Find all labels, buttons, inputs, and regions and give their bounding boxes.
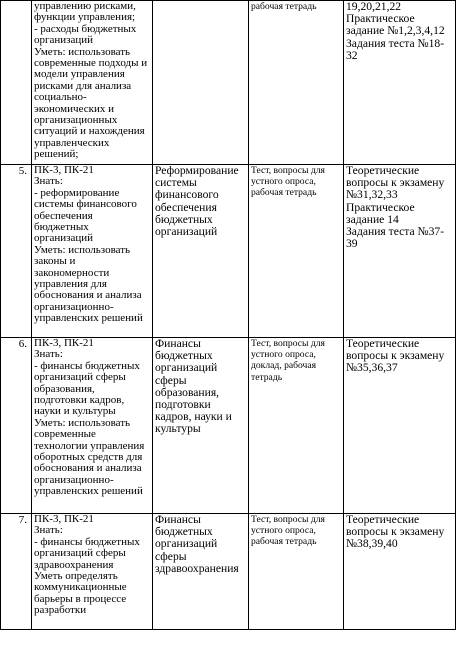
cell-text-line: современные подходы и bbox=[34, 57, 148, 70]
cell-text-line: обеспечения bbox=[34, 209, 93, 222]
cell-text-line: образования, bbox=[34, 382, 95, 395]
assessment-forms-cell bbox=[249, 514, 344, 630]
cell-text-line: устного опроса, bbox=[251, 525, 316, 537]
cell-text-line: финансового bbox=[155, 188, 219, 202]
cell-text-line: №35,36,37 bbox=[346, 361, 398, 375]
cell-text-line: бюджетных bbox=[155, 212, 213, 226]
cell-text-line: сферы bbox=[155, 373, 187, 387]
cell-text-line: Уметь: использовать bbox=[34, 243, 131, 256]
cell-text-line: 19,20,21,22 bbox=[346, 0, 402, 13]
cell-text-line: Знать: bbox=[34, 175, 63, 188]
cell-text-line: управленских решений bbox=[34, 312, 143, 325]
cell-text-line: науки и культуры bbox=[34, 405, 116, 418]
cell-text-line: барьеры в процессе bbox=[34, 592, 127, 605]
cell-text-line: управленческих bbox=[34, 136, 110, 149]
cell-text-line: ситуаций и нахождения bbox=[34, 125, 145, 138]
cell-text-line: экономических и bbox=[34, 102, 114, 115]
tasks-cell bbox=[344, 514, 456, 630]
cell-text-line: Практическое bbox=[346, 12, 415, 26]
cell-text-line: ПК-3, ПК-21 bbox=[34, 164, 94, 176]
cell-text-line: обеспечения bbox=[155, 200, 217, 214]
cell-text-line: задание 14 bbox=[346, 212, 399, 226]
cell-text-line: управлению рисками, bbox=[34, 0, 136, 12]
table-row bbox=[1, 338, 456, 514]
cell-text-line: Тест, вопросы для bbox=[251, 338, 325, 349]
cell-text-line: Финансы bbox=[155, 513, 201, 526]
competence-cell bbox=[32, 514, 153, 630]
cell-text-line: Задания теста №37- bbox=[346, 225, 445, 239]
cell-text-line: бюджетных bbox=[34, 221, 89, 234]
cell-text-line: вопросы к экзамену bbox=[346, 176, 445, 190]
cell-text-line: задание №1,2,3,4,12 bbox=[346, 24, 445, 38]
topic-cell bbox=[153, 165, 249, 338]
cell-text-line: здравоохранения bbox=[155, 561, 239, 575]
cell-text-line: вопросы к экзамену bbox=[346, 525, 445, 539]
cell-text-line: организационно- bbox=[34, 300, 114, 313]
table-row bbox=[1, 1, 456, 165]
cell-text-line: организаций bbox=[155, 225, 218, 239]
cell-text-line: рабочая тетрадь bbox=[251, 187, 317, 199]
cell-text-line: здравоохранения bbox=[34, 558, 114, 571]
cell-text-line: Знать: bbox=[34, 348, 63, 361]
cell-text-line: решений; bbox=[34, 148, 79, 161]
cell-text-line: 39 bbox=[346, 237, 358, 251]
cell-text-line: рисками для анализа bbox=[34, 79, 132, 92]
table-row bbox=[1, 165, 456, 338]
cell-text-line: культуры bbox=[155, 422, 201, 436]
cell-text-line: Финансы bbox=[155, 337, 201, 350]
cell-text-line: Тест, вопросы для bbox=[251, 165, 325, 176]
cell-text-line: организаций bbox=[155, 537, 218, 551]
table-body bbox=[1, 1, 456, 630]
topic-cell bbox=[153, 338, 249, 514]
cell-text-line: Практическое bbox=[346, 200, 415, 214]
cell-text-line: организаций bbox=[34, 34, 94, 47]
cell-text-line: Задания теста №18- bbox=[346, 36, 445, 50]
row-number-cell bbox=[1, 1, 32, 165]
topic-cell bbox=[153, 1, 249, 165]
cell-text-line: подготовки кадров, bbox=[34, 394, 125, 407]
assessment-forms-cell bbox=[249, 165, 344, 338]
cell-text-line: Тест, вопросы для bbox=[251, 514, 325, 525]
cell-text-line: оборотных средств для bbox=[34, 451, 143, 464]
cell-text-line: разработки bbox=[34, 604, 87, 617]
row-number-cell: 7. bbox=[1, 514, 32, 630]
cell-text-line: Уметь: использовать bbox=[34, 416, 131, 429]
cell-text-line: закономерности bbox=[34, 266, 110, 279]
cell-text-line: Знать: bbox=[34, 524, 63, 537]
cell-text-line: доклад, рабочая bbox=[251, 360, 317, 372]
cell-text-line: №38,39,40 bbox=[346, 537, 398, 551]
cell-text-line: коммуникационные bbox=[34, 581, 127, 594]
topic-cell bbox=[153, 514, 249, 630]
cell-text-line: вопросы к экзамену bbox=[346, 349, 445, 363]
cell-text-line: системы bbox=[155, 176, 197, 190]
assessment-forms-cell bbox=[249, 338, 344, 514]
row-number-cell: 5. bbox=[1, 165, 32, 338]
cell-text-line: современные bbox=[34, 428, 96, 441]
cell-text-line: Теоретические bbox=[346, 337, 420, 350]
cell-text-line: системы финансового bbox=[34, 198, 137, 211]
cell-text-line: подготовки bbox=[155, 398, 211, 412]
competence-cell bbox=[32, 165, 153, 338]
row-number-cell: 6. bbox=[1, 338, 32, 514]
cell-text-line: Уметь: использовать bbox=[34, 45, 131, 58]
table-row bbox=[1, 514, 456, 630]
cell-text-line: модели управления bbox=[34, 68, 125, 81]
cell-text-line: законы и bbox=[34, 255, 76, 268]
cell-text-line: кадров, науки и bbox=[155, 410, 232, 424]
cell-text-line: ПК-3, ПК-21 bbox=[34, 337, 94, 349]
cell-text-line: технологии управления bbox=[34, 439, 145, 452]
cell-text-line: управления для bbox=[34, 278, 107, 291]
competence-cell bbox=[32, 338, 153, 514]
tasks-cell bbox=[344, 1, 456, 165]
cell-text-line: устного опроса, bbox=[251, 349, 316, 361]
tasks-cell bbox=[344, 165, 456, 338]
cell-text-line: организационно- bbox=[34, 473, 114, 486]
cell-text-line: социально- bbox=[34, 91, 87, 104]
cell-text-line: ПК-3, ПК-21 bbox=[34, 513, 94, 525]
cell-text-line: обоснования и анализа bbox=[34, 289, 142, 302]
cell-text-line: бюджетных bbox=[155, 349, 213, 363]
cell-text-line: устного опроса, bbox=[251, 176, 316, 188]
cell-text-line: - реформирование bbox=[34, 186, 120, 199]
cell-text-line: - финансы бюджетных bbox=[34, 359, 140, 372]
cell-text-line: тетрадь bbox=[251, 371, 283, 383]
cell-text-line: управленских решений bbox=[34, 485, 143, 498]
cell-text-line: обоснования и анализа bbox=[34, 462, 142, 475]
cell-text-line: организаций bbox=[34, 232, 94, 245]
cell-text-line: функции управления; bbox=[34, 11, 136, 24]
competence-cell bbox=[32, 1, 153, 165]
cell-text-line: Теоретические bbox=[346, 164, 420, 177]
cell-text-line: 32 bbox=[346, 48, 358, 62]
cell-text-line: №31,32,33 bbox=[346, 188, 398, 202]
cell-text-line: организаций сферы bbox=[34, 371, 126, 384]
cell-text-line: организационных bbox=[34, 114, 118, 127]
tasks-cell bbox=[344, 338, 456, 514]
cell-text-line: образования, bbox=[155, 385, 220, 399]
cell-text-line: Уметь определять bbox=[34, 570, 118, 583]
cell-text-line: - финансы бюджетных bbox=[34, 535, 140, 548]
cell-text-line: организаций bbox=[155, 361, 218, 375]
cell-text-line: рабочая тетрадь bbox=[251, 536, 317, 548]
cell-text-line: бюджетных bbox=[155, 525, 213, 539]
cell-text-line: Реформирование bbox=[155, 164, 239, 177]
assessment-forms-cell bbox=[249, 1, 344, 165]
cell-text-line: организаций сферы bbox=[34, 547, 126, 560]
cell-text-line: сферы bbox=[155, 549, 187, 563]
cell-text-line: Теоретические bbox=[346, 513, 420, 526]
cell-text-line: рабочая тетрадь bbox=[251, 1, 317, 12]
cell-text-line: - расходы бюджетных bbox=[34, 22, 137, 35]
